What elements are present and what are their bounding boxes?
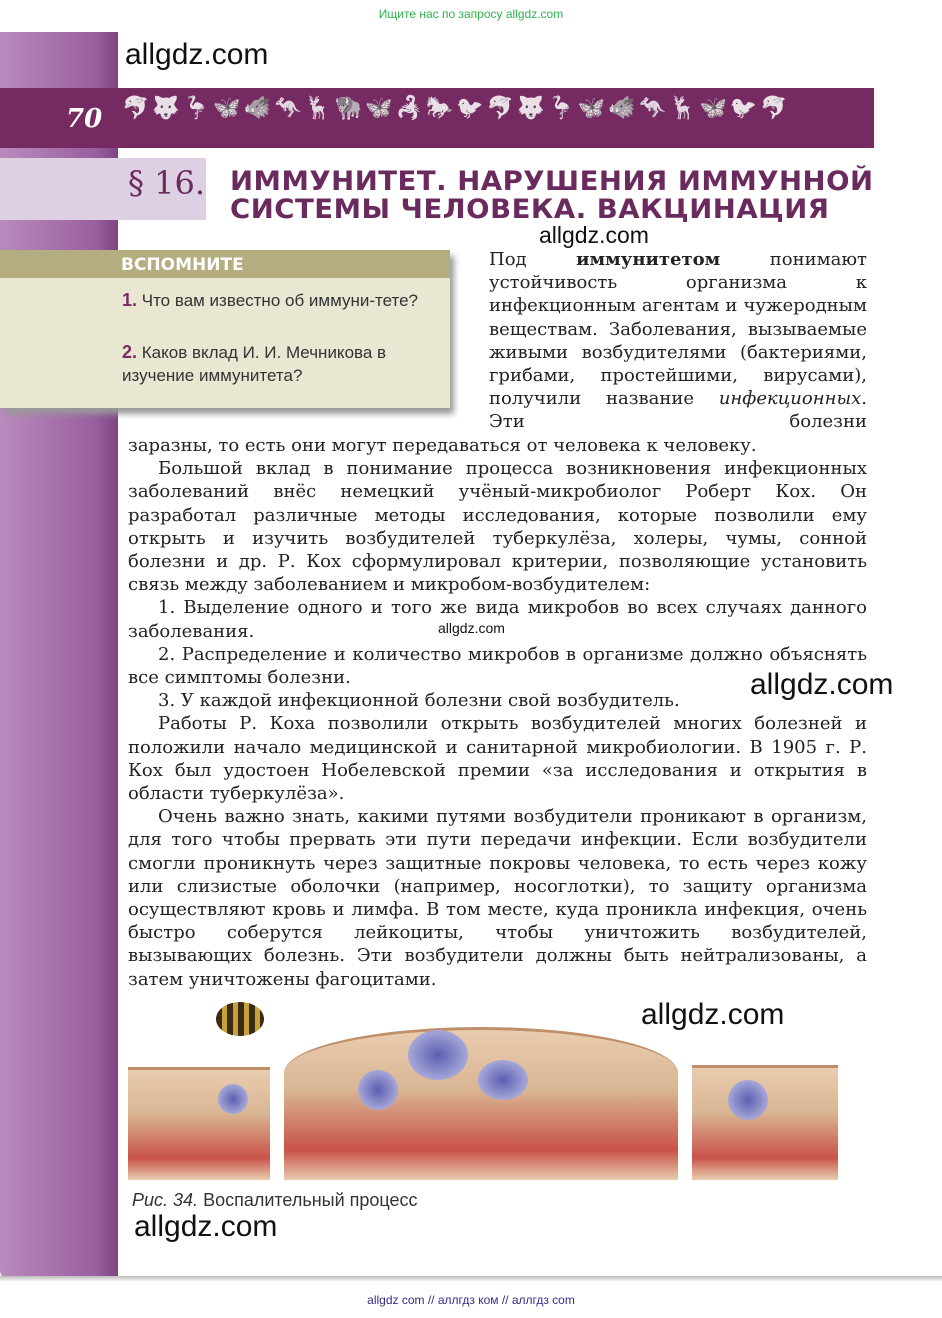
top-watermark: Ищите нас по запросу allgdz.com (378, 7, 564, 21)
leukocyte (728, 1080, 768, 1120)
watermark: allgdz.com (125, 38, 269, 71)
figure-caption (132, 1190, 418, 1211)
paragraph: 2. Распределение и количество микробов в организме должно объяснять все симптомы болезни. (128, 643, 867, 689)
leukocyte (408, 1030, 468, 1080)
question-text: Что вам известно об иммуни-тете? (141, 291, 419, 310)
skin-panel-left (128, 1067, 270, 1180)
recall-heading: ВСПОМНИТЕ (0, 250, 450, 278)
text: понимают устойчивость организма к инфекционным агентам и чужеродным веществам. Заболевания, вызываемые живыми возбудителями (бактериями, грибами, простейшими, вирусами), получили название (489, 249, 867, 410)
watermark: allgdz.com (134, 1210, 278, 1243)
paragraph: Очень важно знать, какими путями возбудители проникают в организм, для того чтобы прервать эти пути передачи инфекции. Если возбудители смогли проникнуть через защитные покровы человека, то есть через кожу или слизистые оболочки (например, носоглотки), то защиту организма осуществляют кровь и лимфа. В том месте, куда проникла инфекция, очень быстро соберутся лейкоциты, чтобы уничтожить возбудителей, вызывающих болезнь. Эти возбудители должны быть нейтрализованы, а затем уничтожены фагоцитами. (128, 806, 867, 990)
paragraph: 3. У каждой инфекционной болезни свой возбудитель. (158, 690, 680, 712)
bee-icon (216, 1002, 264, 1036)
term-bold: иммунитетом (576, 249, 721, 270)
question-number: 1. (122, 290, 138, 310)
section-title (230, 168, 874, 224)
paragraph: 1. Выделение одного и того же вида микробов во всех случаях данного заболевания. (128, 597, 867, 642)
title-line: ИММУНИТЕТ. НАРУШЕНИЯ ИММУННОЙ (230, 166, 874, 197)
recall-question (122, 341, 438, 387)
body-text (128, 434, 867, 991)
skin-panel-middle (284, 1027, 678, 1180)
page-number: 70 (66, 104, 103, 134)
paragraph: заразны, то есть они могут передаваться от человека к человеку. (128, 435, 757, 456)
leukocyte (218, 1084, 248, 1114)
watermark: allgdz.com (750, 668, 894, 701)
inflammation-figure (128, 1000, 838, 1180)
skin-panel-right (692, 1065, 838, 1180)
paragraph: Работы Р. Коха позволили открыть возбудителей многих болезней и положили начало медицинской и санитарной микробиологии. В 1905 г. Р. Кох был удостоен Нобелевской премии «за исследования и открытия в области туберкулёза». (128, 713, 867, 805)
animal-silhouettes-icon: 🐬🐺🦩🦋🐗🦘🦌🦬🦋🦂🐎🐦🐬🐺🦩🦋🐗🦘🦌🦋🐦🐬 (122, 96, 791, 121)
text: . Эти болезни (489, 388, 867, 433)
section-number: § 16. (128, 164, 206, 202)
title-line: СИСТЕМЫ ЧЕЛОВЕКА. ВАКЦИНАЦИЯ (230, 194, 830, 225)
figure-label: Рис. 34. (132, 1190, 199, 1210)
caption-text: Воспалительный процесс (203, 1190, 418, 1210)
watermark: allgdz.com (641, 998, 785, 1031)
page-edge (0, 1276, 942, 1282)
question-text: Каков вклад И. И. Мечникова в изучение иммунитета? (122, 343, 387, 385)
leukocyte (358, 1070, 398, 1110)
text: Под (489, 249, 577, 270)
watermark: allgdz.com (438, 620, 505, 636)
intro-paragraph (489, 248, 867, 434)
watermark: allgdz.com (539, 222, 649, 248)
bottom-watermark: allgdz com // аллгдз ком // аллгдз com (367, 1293, 575, 1307)
recall-question (122, 289, 438, 312)
question-number: 2. (122, 342, 138, 362)
paragraph: Большой вклад в понимание процесса возникновения инфекционных заболеваний внёс немецкий учёный-микробиолог Роберт Кох. Он разработал различные методы исследования, которые позволили ему открыть и изучить возбудителей туберкулёза, холеры, чумы, сонной болезни и др. Р. Кох сформулировал критерии, позволяющие установить связь между заболеванием и микробом-возбудителем: (128, 458, 867, 596)
leukocyte (478, 1060, 528, 1100)
term-italic: инфекционных (718, 388, 862, 410)
